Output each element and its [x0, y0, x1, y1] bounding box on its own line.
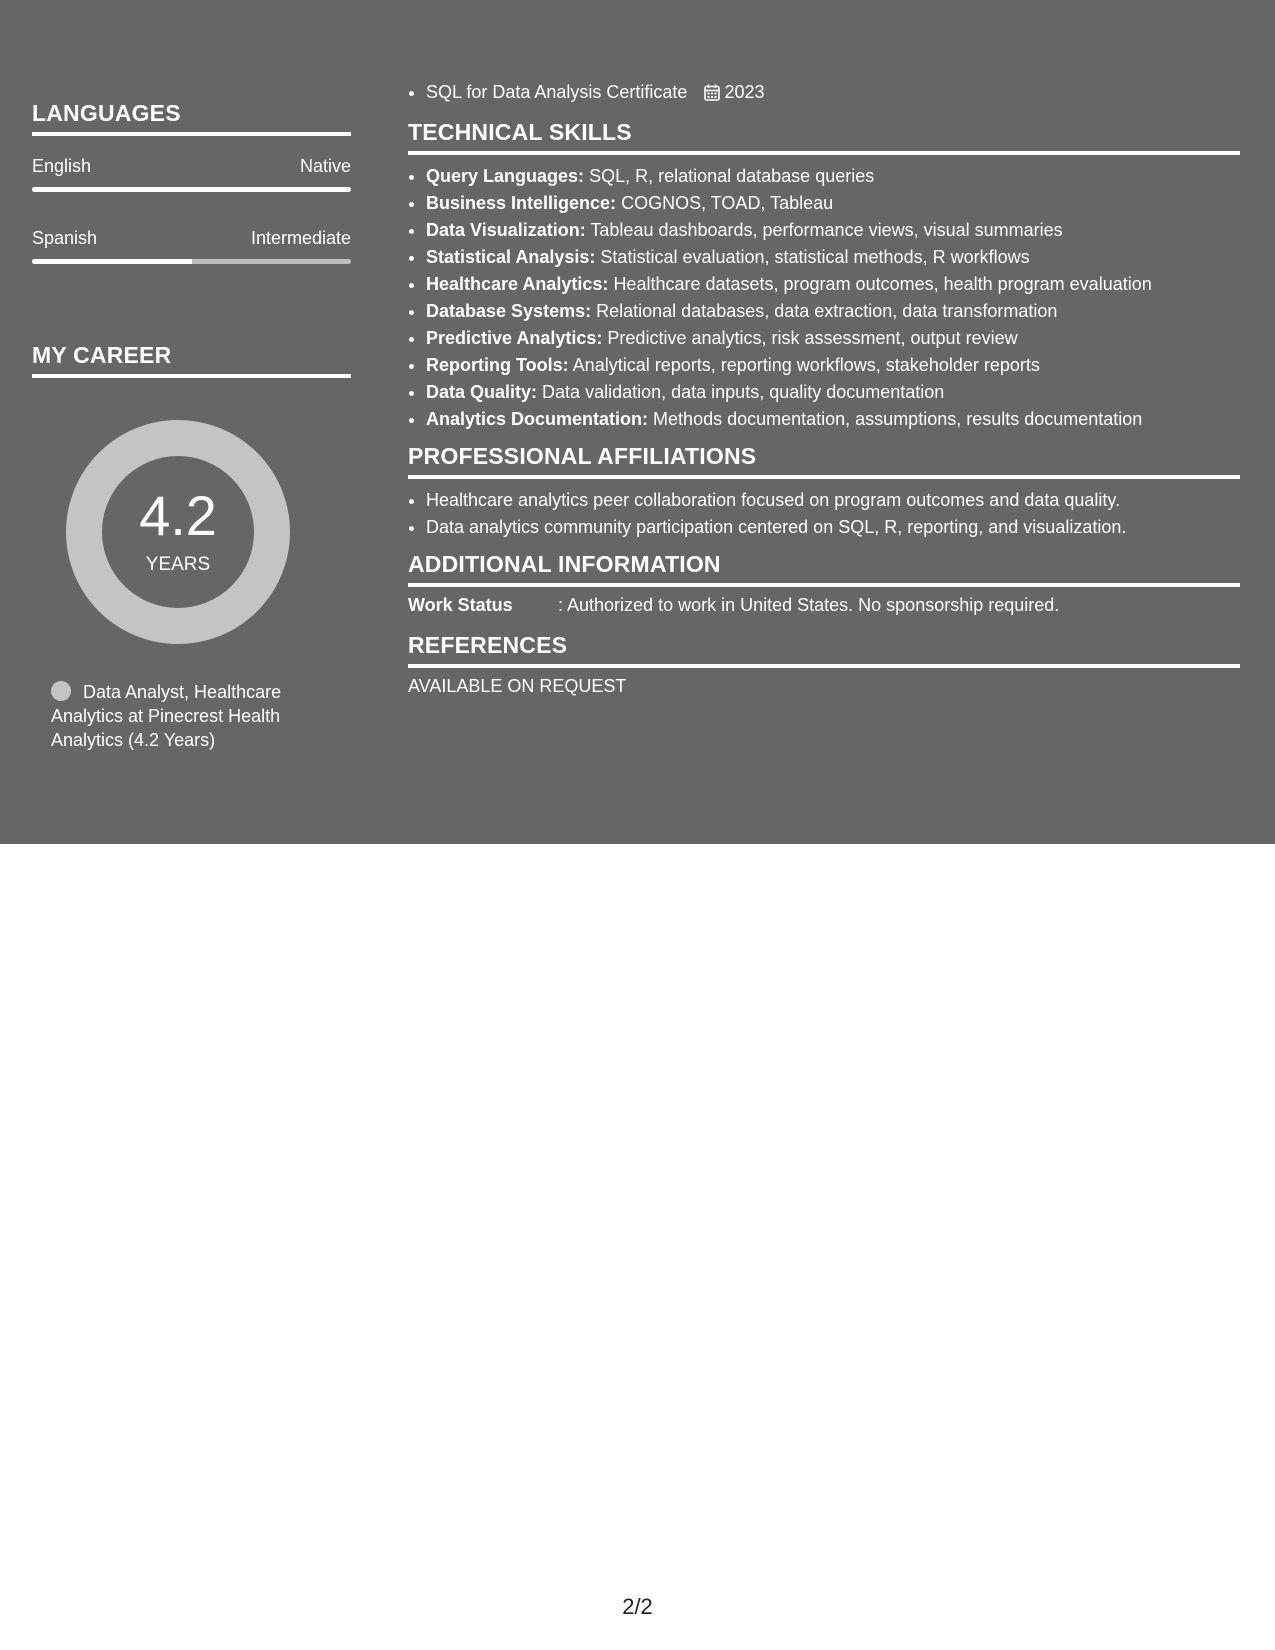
skill-text: Relational databases, data extraction, data transformation — [596, 301, 1058, 321]
career-years-unit: YEARS — [145, 554, 211, 575]
languages-section — [32, 100, 351, 264]
certificate-year: 2023 — [724, 82, 765, 102]
main-content — [408, 0, 1240, 697]
career-years-value: 4.2 — [139, 484, 217, 547]
skill-text: Statistical evaluation, statistical methods, R workflows — [600, 247, 1030, 267]
technical-skills-title: TECHNICAL SKILLS — [408, 119, 1240, 155]
list-item — [426, 271, 1240, 298]
list-item — [426, 352, 1240, 379]
skill-label: Data Visualization: — [426, 220, 586, 240]
technical-skills-list — [408, 163, 1240, 433]
list-item: • Data analytics community participation centered on SQL, R, reporting, and visualization. — [426, 514, 1240, 541]
skill-text: Tableau dashboards, performance views, visual summaries — [590, 220, 1063, 240]
calendar-icon — [704, 82, 720, 109]
certificate-list — [408, 79, 1240, 109]
work-status-value: : Authorized to work in United States. No sponsorship required. — [558, 595, 1060, 615]
list-item — [426, 379, 1240, 406]
career-title: MY CAREER — [32, 342, 351, 378]
additional-info-title: ADDITIONAL INFORMATION — [408, 551, 1240, 587]
language-proficiency-fill — [32, 259, 192, 264]
skill-label: Statistical Analysis: — [426, 247, 596, 267]
list-item: • Healthcare analytics peer collaboration focused on program outcomes and data quality. — [426, 487, 1240, 514]
certificate-name: SQL for Data Analysis Certificate — [426, 82, 688, 102]
language-name: Spanish — [32, 228, 98, 248]
skill-label: Healthcare Analytics: — [426, 274, 609, 294]
list-item — [426, 406, 1240, 433]
skill-text: Analytical reports, reporting workflows, stakeholder reports — [572, 355, 1040, 375]
language-proficiency-bar — [32, 187, 351, 192]
skill-text: Predictive analytics, risk assessment, output review — [607, 328, 1018, 348]
additional-info-section — [408, 551, 1240, 616]
skill-text: Methods documentation, assumptions, results documentation — [653, 409, 1143, 429]
work-status-label: Work Status — [408, 595, 513, 615]
skill-label: Analytics Documentation: — [426, 409, 649, 429]
list-item — [426, 244, 1240, 271]
language-level: Intermediate — [250, 228, 351, 248]
career-entry — [51, 680, 311, 752]
language-name: English — [32, 156, 92, 176]
list-item — [426, 79, 1240, 109]
page-number: 2/2 — [622, 1594, 653, 1619]
skill-label: Business Intelligence: — [426, 193, 617, 213]
language-item — [32, 228, 351, 264]
affiliations-title: PROFESSIONAL AFFILIATIONS — [408, 443, 1240, 479]
list-item — [426, 325, 1240, 352]
career-legend-dot-icon — [51, 681, 71, 701]
language-level: Native — [299, 156, 351, 176]
list-item — [426, 163, 1240, 190]
skill-text: Healthcare datasets, program outcomes, health program evaluation — [613, 274, 1152, 294]
skill-label: Database Systems: — [426, 301, 592, 321]
work-status-row — [408, 595, 1240, 616]
skill-label: Reporting Tools: — [426, 355, 569, 375]
languages-title: LANGUAGES — [32, 100, 351, 136]
references-section — [408, 632, 1240, 697]
skill-label: Data Quality: — [426, 382, 538, 402]
language-proficiency-bar — [32, 259, 351, 264]
list-item — [426, 298, 1240, 325]
skill-text: SQL, R, relational database queries — [589, 166, 875, 186]
skill-label: Query Languages: — [426, 166, 585, 186]
references-title: REFERENCES — [408, 632, 1240, 668]
references-text: AVAILABLE ON REQUEST — [408, 676, 627, 696]
technical-skills-section — [408, 119, 1240, 433]
skill-label: Predictive Analytics: — [426, 328, 603, 348]
list-item — [426, 190, 1240, 217]
skill-text: COGNOS, TOAD, Tableau — [621, 193, 834, 213]
career-section-header — [32, 342, 351, 378]
language-item — [32, 156, 351, 192]
skill-text: Data validation, data inputs, quality documentation — [542, 382, 945, 402]
list-item — [426, 217, 1240, 244]
career-years-donut — [66, 420, 290, 644]
language-proficiency-fill — [32, 187, 351, 192]
affiliations-section — [408, 443, 1240, 541]
career-entry-text: Data Analyst, Healthcare Analytics at Pinecrest Health Analytics (4.2 Years) — [51, 682, 282, 750]
affiliations-list — [408, 487, 1240, 541]
